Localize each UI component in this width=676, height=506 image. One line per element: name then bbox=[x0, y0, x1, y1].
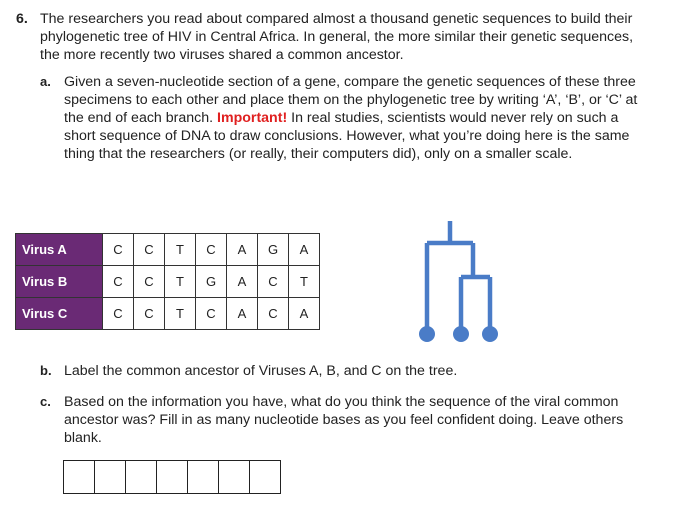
phylogenetic-tree bbox=[405, 214, 505, 349]
nucleotide-cell: C bbox=[196, 298, 227, 330]
part-b-label: b. bbox=[40, 363, 52, 378]
nucleotide-cell: A bbox=[289, 234, 320, 266]
question-text: The researchers you read about compared almost a thousand genetic sequences to build their phylogenetic tree of HIV in Central Africa. In general, the more similar their genetic sequences, the more recently two viruses shared a common ancestor. bbox=[40, 11, 634, 63]
nucleotide-cell: C bbox=[258, 298, 289, 330]
nucleotide-cell: T bbox=[289, 266, 320, 298]
part-c bbox=[40, 393, 640, 447]
part-a bbox=[40, 73, 640, 163]
sequence-table bbox=[15, 233, 320, 330]
answer-sequence-boxes bbox=[63, 460, 281, 494]
part-a-text-after: In real studies, scientists would never rely on such a short sequence of DNA to draw conclusions. However, what you’re doing here is the same thing that the researchers (or really, their computers did), only on a smaller scale. bbox=[64, 110, 630, 162]
nucleotide-cell: T bbox=[165, 298, 196, 330]
nucleotide-cell: C bbox=[103, 266, 134, 298]
tree-tip-node[interactable] bbox=[453, 326, 469, 342]
part-c-label: c. bbox=[40, 394, 51, 409]
answer-box[interactable] bbox=[94, 460, 126, 494]
nucleotide-cell: A bbox=[227, 298, 258, 330]
sequence-row bbox=[16, 298, 320, 330]
question-number: 6. bbox=[16, 11, 28, 27]
part-a-text bbox=[64, 73, 640, 163]
nucleotide-cell: A bbox=[227, 234, 258, 266]
nucleotide-cell: C bbox=[103, 298, 134, 330]
sequence-row bbox=[16, 266, 320, 298]
nucleotide-cell: C bbox=[134, 234, 165, 266]
nucleotide-cell: A bbox=[289, 298, 320, 330]
nucleotide-cell: C bbox=[134, 266, 165, 298]
answer-box[interactable] bbox=[125, 460, 157, 494]
nucleotide-cell: C bbox=[196, 234, 227, 266]
nucleotide-cell: G bbox=[196, 266, 227, 298]
virus-name: Virus B bbox=[16, 266, 103, 298]
tree-tip-node[interactable] bbox=[419, 326, 435, 342]
virus-name: Virus C bbox=[16, 298, 103, 330]
part-b-text: Label the common ancestor of Viruses A, B, and C on the tree. bbox=[64, 363, 458, 379]
important-callout: Important! bbox=[217, 110, 288, 126]
answer-box[interactable] bbox=[218, 460, 250, 494]
answer-box[interactable] bbox=[156, 460, 188, 494]
part-c-text: Based on the information you have, what do you think the sequence of the viral common ancestor was? Fill in as many nucleotide bases as you feel confident doing. Leave others blank. bbox=[64, 394, 624, 446]
sequence-row bbox=[16, 234, 320, 266]
question-6 bbox=[16, 10, 656, 64]
nucleotide-cell: T bbox=[165, 234, 196, 266]
part-a-label: a. bbox=[40, 74, 51, 89]
answer-box[interactable] bbox=[187, 460, 219, 494]
nucleotide-cell: T bbox=[165, 266, 196, 298]
nucleotide-cell: G bbox=[258, 234, 289, 266]
answer-box[interactable] bbox=[249, 460, 281, 494]
part-a-text-before: Given a seven-nucleotide section of a gene, compare the genetic sequences of these three specimens to each other and place them on the phylogenetic tree by writing ‘A’, ‘B’, or ‘C’ at the end of each branch. bbox=[64, 74, 638, 126]
nucleotide-cell: C bbox=[103, 234, 134, 266]
part-b bbox=[40, 362, 640, 380]
answer-box[interactable] bbox=[63, 460, 95, 494]
nucleotide-cell: A bbox=[227, 266, 258, 298]
nucleotide-cell: C bbox=[134, 298, 165, 330]
virus-name: Virus A bbox=[16, 234, 103, 266]
nucleotide-cell: C bbox=[258, 266, 289, 298]
tree-tip-node[interactable] bbox=[482, 326, 498, 342]
